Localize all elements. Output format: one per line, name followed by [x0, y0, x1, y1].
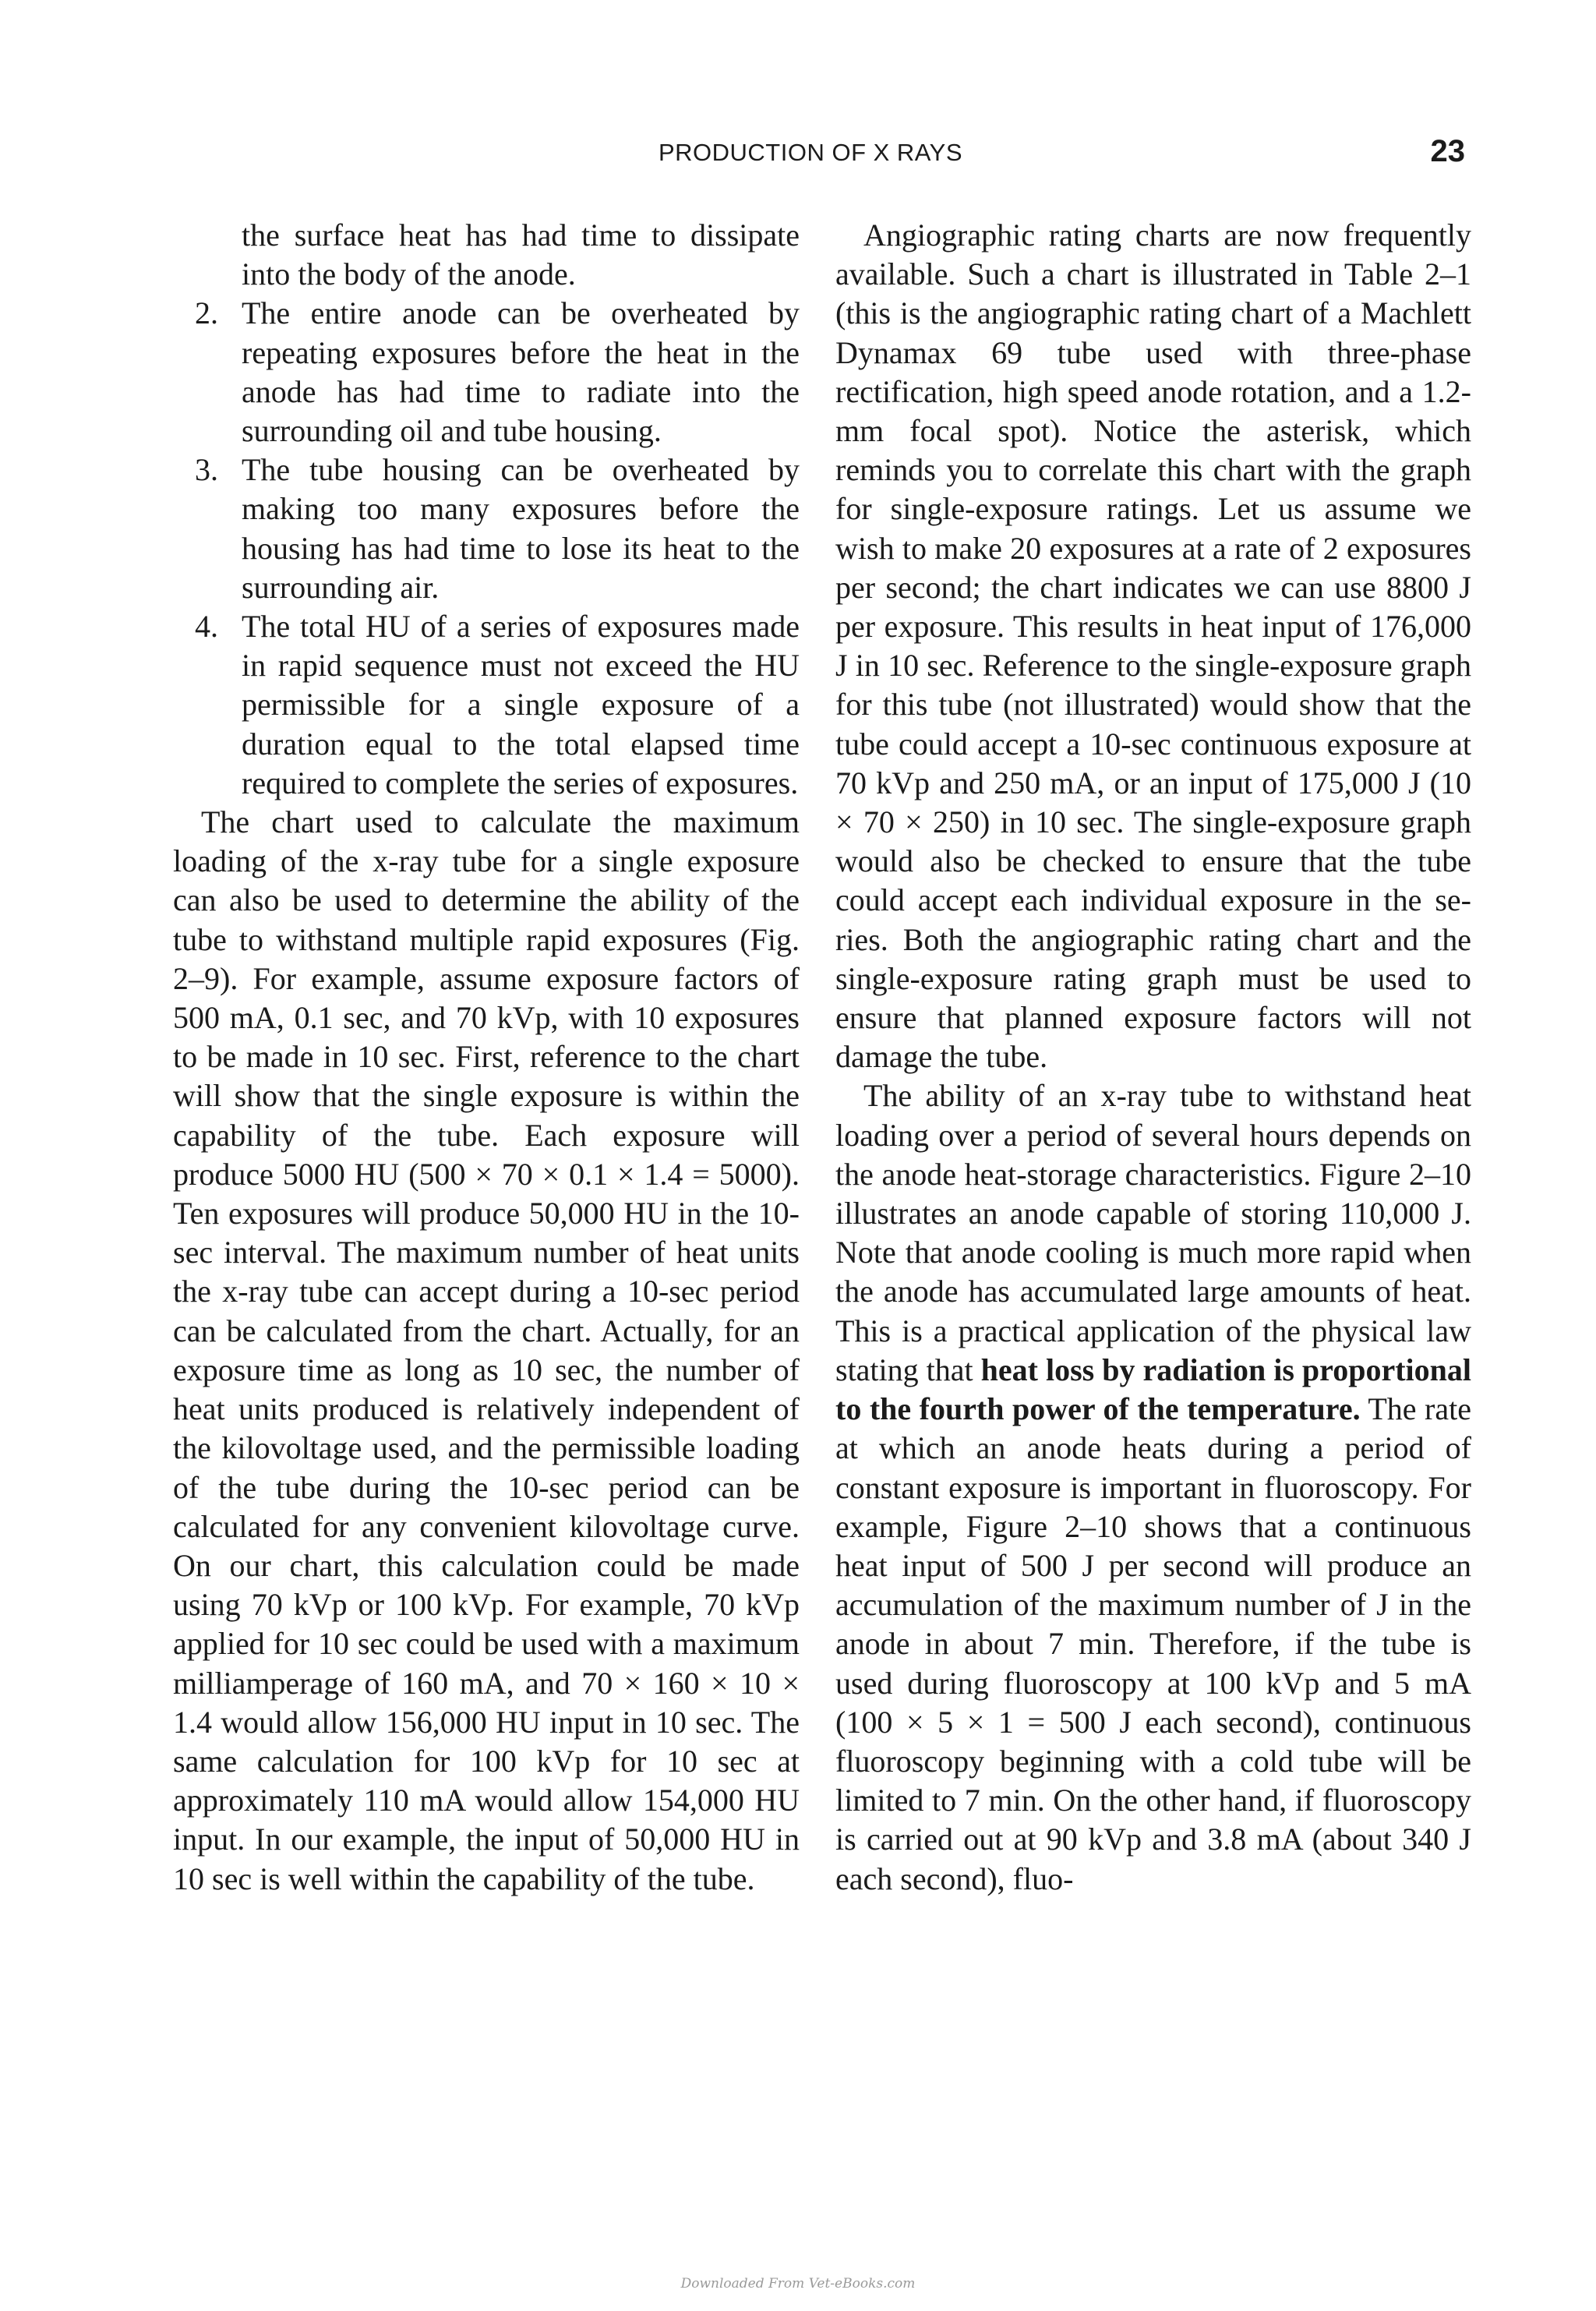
- list-item: [173, 451, 800, 607]
- list-item: [173, 607, 800, 803]
- overheating-list: [173, 294, 800, 803]
- list-item: [173, 294, 800, 451]
- emphasis-physical-law: heat loss by radiation is proportional to the fourth power of the temperature.: [835, 1352, 1471, 1427]
- running-title: PRODUCTION OF X RAYS: [658, 139, 963, 166]
- paragraph-text: The ability of an x-ray tube to withstand heat loading over a period of several hours depends on the anode heat-storage characteristics. Figure 2–10 illustrates an anode capable of storing 110,000 J. Note that anode cooling is much more rapid when the anode has accumulated large amounts of heat. This is a practical application of the physical law stating that: [835, 1078, 1471, 1387]
- left-column: [173, 216, 800, 1899]
- list-item-text: The total HU of a series of exposures made in rapid sequence must not exceed the HU permissible for a single exposure of a duration equal to the total elapsed time required to complete the series of exposures.: [242, 609, 800, 800]
- list-item-number: 2.: [195, 295, 218, 331]
- paragraph-angiographic-charts: Angiographic rating charts are now frequently available. Such a chart is illustrated in Table 2–1 (this is the angiographic rating chart of a Machlett Dynamax 69 tube used with three-phase rectification, high speed anode rotation, and a 1.2-mm focal spot). Notice the asterisk, which reminds you to correlate this chart with the graph for single-exposure ratings. Let us assume we wish to make 20 exposures at a rate of 2 exposures per second; the chart indicates we can use 8800 J per exposure. This results in heat input of 176,000 J in 10 sec. Reference to the single-exposure graph for this tube (not illustrated) would show that the tube could accept a 10-sec continuous exposure at 70 kVp and 250 mA, or an input of 175,000 J (10 × 70 × 250) in 10 sec. The single-exposure graph would also be checked to ensure that the tube could accept each individual exposure in the series. Both the angiographic rating chart and the single-exposure rating graph must be used to ensure that planned exposure factors will not damage the tube.: [835, 217, 1471, 1075]
- list-item-text: The entire anode can be overheated by repeating exposures before the heat in the anode has had time to radiate into the surrounding oil and tube housing.: [242, 295, 800, 449]
- paragraph-multiple-exposures: The chart used to calculate the maximum loading of the x-ray tube for a single exposure can also be used to determine the ability of the tube to withstand multiple rapid exposures (Fig. 2–9). For example, assume exposure factors of 500 mA, 0.1 sec, and 70 kVp, with 10 exposures to be made in 10 sec. First, reference to the chart will show that the single exposure is within the capability of the tube. Each exposure will produce 5000 HU (500 × 70 × 0.1 × 1.4 = 5000). Ten exposures will produce 50,000 HU in the 10-sec interval. The maximum number of heat units the x-ray tube can accept during a 10-sec period can be calculated from the chart. Actually, for an exposure time as long as 10 sec, the number of heat units produced is relatively independent of the kilovoltage used, and the permissible loading of the tube during the 10-sec period can be calculated for any convenient kilovoltage curve. On our chart, this calculation could be made using 70 kVp or 100 kVp. For example, 70 kVp applied for 10 sec could be used with a maximum milliamperage of 160 mA, and 70 × 160 × 10 × 1.4 would allow 156,000 HU input in 10 sec. The same calculation for 100 kVp for 10 sec at approximately 110 mA would allow 154,000 HU input. In our example, the input of 50,000 HU in 10 sec is well within the capability of the tube.: [173, 804, 800, 1896]
- list-item-number: 4.: [195, 609, 218, 645]
- paragraph-heat-storage: [835, 1076, 1471, 1898]
- watermark: Downloaded From Vet-eBooks.com: [680, 2276, 916, 2292]
- list-item-text: The tube housing can be overheated by making too many exposures before the housing has had time to lose its heat to the surrounding air.: [242, 452, 800, 605]
- list-item-number: 3.: [195, 452, 218, 488]
- running-head: [0, 134, 1596, 173]
- page-number: 23: [1430, 134, 1465, 168]
- list-item-continuation: the surface heat has had time to dissipate into the body of the anode.: [242, 217, 800, 292]
- paragraph-text: The rate at which an anode heats during a period of constant exposure is important in fluoroscopy. For example, Figure 2–10 shows that a continuous heat input of 500 J per second will produce an accumulation of the maximum number of J in the anode in about 7 min. Therefore, if the tube is used during fluoroscopy at 100 kVp and 5 mA (100 × 5 × 1 = 500 J each second), continuous fluoroscopy beginning with a cold tube will be limited to 7 min. On the other hand, if fluoroscopy is carried out at 90 kVp and 3.8 mA (about 340 J each second), fluo-: [835, 1391, 1471, 1896]
- right-column: [835, 216, 1471, 1899]
